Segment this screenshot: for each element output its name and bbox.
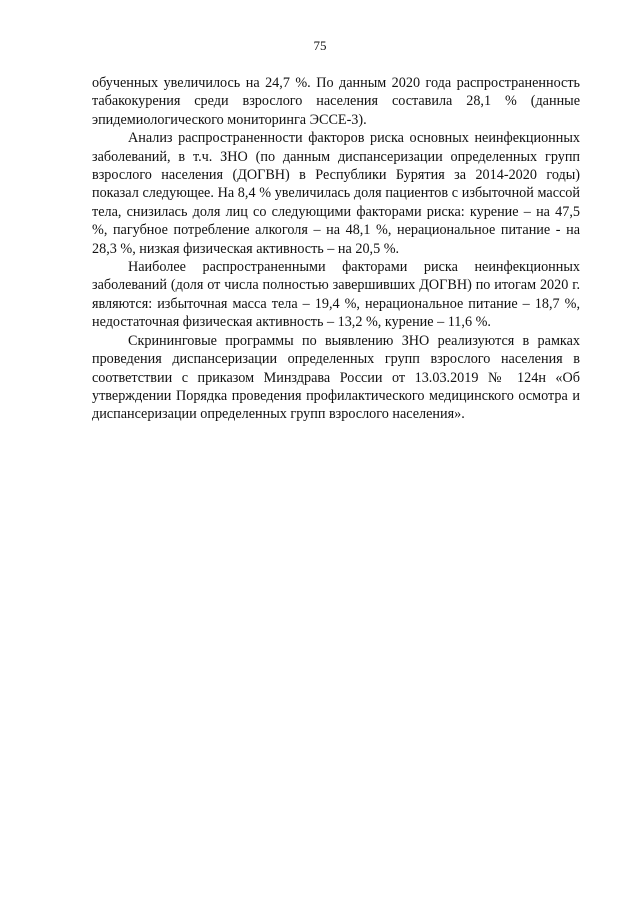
paragraph-4: Скрининговые программы по выявлению ЗНО реализуются в рамках проведения диспансеризации определенных групп взрослого населения в соответствии с приказом Минздрава России от 13.03.2019 № 124н «Об утверждении Порядка проведения профилактического медицинского осмотра и диспансеризации определенных групп взрослого населения». bbox=[92, 332, 580, 423]
paragraph-3: Наиболее распространенными факторами риска неинфекционных заболеваний (доля от числа полностью завершивших ДОГВН) по итогам 2020 г. являются: избыточная масса тела – 19,4 %, нерациональное питание – 18,7 %, недостаточная физическая активность – 13,2 %, курение – 11,6 %. bbox=[92, 259, 580, 331]
body-text bbox=[92, 74, 580, 424]
page-number: 75 bbox=[313, 38, 327, 53]
paragraph-2: Анализ распространенности факторов риска основных неинфекционных заболеваний, в т.ч. ЗНО (по данным диспансеризации определенных групп взрослого населения (ДОГВН) в Республики Бурятия за 2014-2020 годы) показал следующее. На 8,4 % увеличилась доля пациентов с избыточной массой тела, снизилась доля лиц со следующими факторами риска: курение – на 47,5 %, пагубное потребление алкоголя – на 48,1 %, нерациональное питание - на 28,3 %, низкая физическая активность – на 20,5 %. bbox=[92, 130, 580, 257]
paragraph-1: обученных увеличилось на 24,7 %. По данным 2020 года распространенность табакокурения среди взрослого населения составила 28,1 % (данные эпидемиологического мониторинга ЭССЕ-3). bbox=[92, 75, 580, 128]
